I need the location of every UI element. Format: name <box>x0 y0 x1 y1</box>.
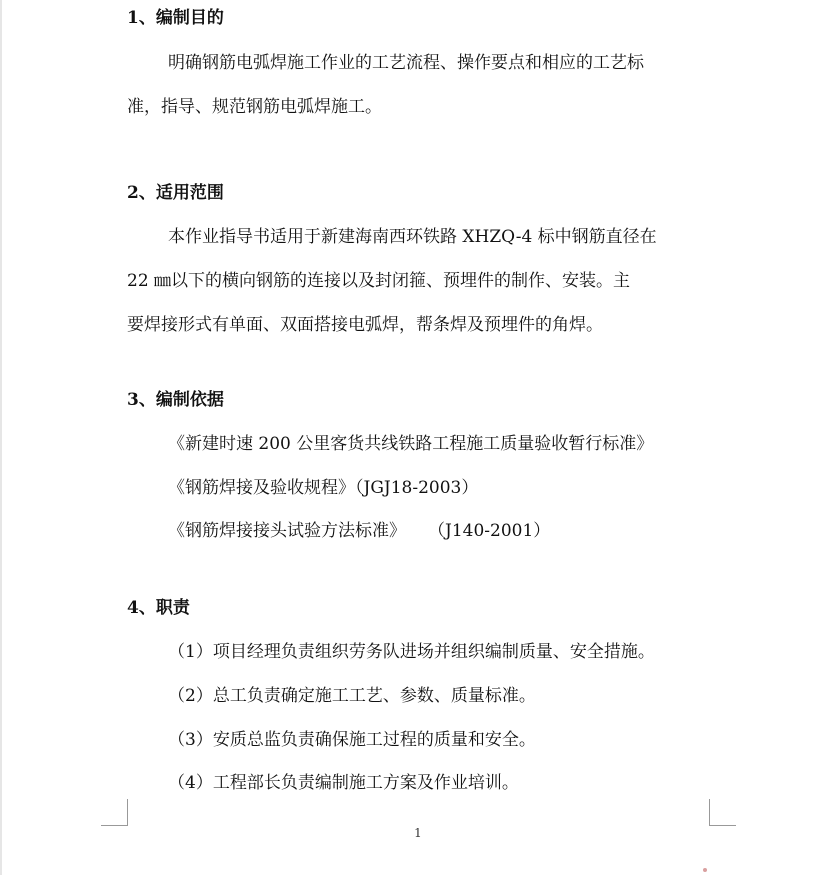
section-2-paragraph <box>127 215 717 347</box>
page-number: 1 <box>414 826 422 840</box>
margin-corner-mark-right <box>709 799 736 826</box>
section-2-paragraph-line-3: 要焊接形式有单面、双面搭接电弧焊，帮条焊及预埋件的角焊。 <box>127 315 603 335</box>
duty-item: （1）项目经理负责组织劳务队进场并组织编制质量、安全措施。 <box>168 642 655 662</box>
section-2-paragraph-line-1: 本作业指导书适用于新建海南西环铁路 XHZQ-4 标中钢筋直径在 <box>168 227 657 247</box>
section-4-heading: 4、职责 <box>127 598 190 618</box>
margin-corner-mark-left <box>101 799 128 826</box>
marker-dot <box>703 868 707 872</box>
section-1-paragraph-line-1: 明确钢筋电弧焊施工作业的工艺流程、操作要点和相应的工艺标 <box>168 53 644 73</box>
section-2-paragraph-line-2: 22 ㎜以下的横向钢筋的连接以及封闭箍、预埋件的制作、安装。主 <box>127 271 631 291</box>
section-1-paragraph <box>127 41 717 129</box>
page-edge <box>0 0 2 875</box>
duty-item: （3）安质总监负责确保施工过程的质量和安全。 <box>168 730 536 750</box>
section-1-paragraph-line-2: 准，指导、规范钢筋电弧焊施工。 <box>127 97 382 117</box>
reference-item-title: 《钢筋焊接接头试验方法标准》 <box>168 521 406 541</box>
duty-item: （4）工程部长负责编制施工方案及作业培训。 <box>168 773 519 793</box>
reference-item: 《钢筋焊接及验收规程》（JGJ18-2003） <box>168 478 479 498</box>
section-1-heading: 1、编制目的 <box>127 8 224 28</box>
section-3-heading: 3、编制依据 <box>127 390 224 410</box>
duty-item: （2）总工负责确定施工工艺、参数、质量标准。 <box>168 686 536 706</box>
reference-item: 《新建时速 200 公里客货共线铁路工程施工质量验收暂行标准》 <box>168 434 654 454</box>
reference-item <box>168 519 550 543</box>
reference-item-code: （J140-2001） <box>428 521 551 541</box>
section-2-heading: 2、适用范围 <box>127 183 224 203</box>
